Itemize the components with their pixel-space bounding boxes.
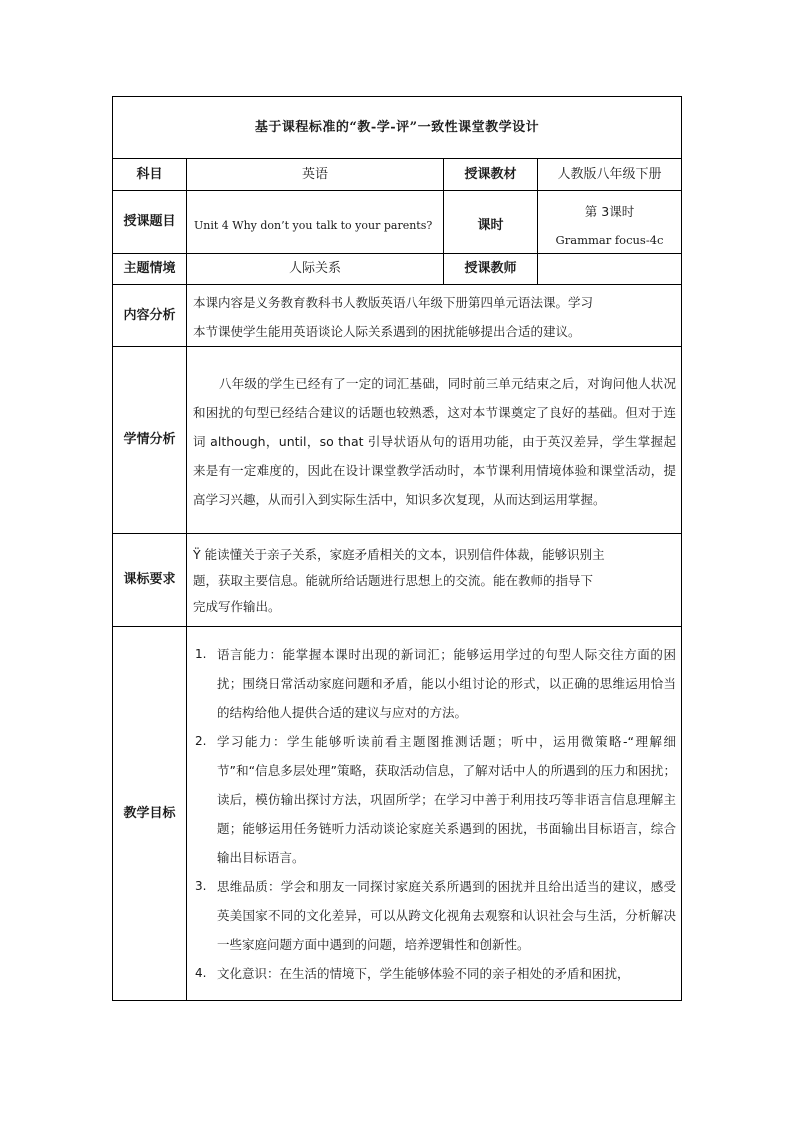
content-analysis-line: 本节课使学生能用英语谈论人际关系遇到的困扰能够提出合适的建议。 <box>193 323 581 339</box>
theme-value: 人际关系 <box>187 254 444 285</box>
content-analysis-line: 本课内容是义务教育教科书人教版英语八年级下册第四单元语法课。学习 <box>193 294 594 310</box>
teacher-label: 授课教师 <box>444 254 538 285</box>
subject-value: 英语 <box>187 159 444 191</box>
content-analysis-label: 内容分析 <box>113 285 187 347</box>
period-value: 第 3课时 <box>584 203 635 219</box>
student-analysis-text: 八年级的学生已经有了一定的词汇基础，同时前三单元结束之后，对询问他人状况和困扰的句型已经结合建议的话题也较熟悉，这对本节课奠定了良好的基础。但对于连词 although，until，so that 引导状语从句的语用功能，由于英汉差异，学生掌握起来是有一定难度的，因此在设计课堂教学活动时，本节课利用情境体验和课堂活动，提高学习兴趣，从而引入到实际生活中，知识多次复现，从而达到运用掌握。 <box>193 376 676 507</box>
standards-label: 课标要求 <box>113 534 187 627</box>
objective-text: 思维品质：学会和朋友一同探讨家庭关系所遇到的困扰并且给出适当的建议，感受英美国家不同的文化差异，可以从跨文化视角去观察和认识社会与生活，分析解决一些家庭问题方面中遇到的问题，培养逻辑性和创新性。 <box>217 878 676 952</box>
content-analysis-cell <box>187 285 682 347</box>
objective-text: 语言能力：能掌握本课时出现的新词汇；能够运用学过的句型人际交往方面的困扰；围绕日常活动家庭问题和矛盾，能以小组讨论的形式，以正确的思维运用恰当的结构给他人提供合适的建议与应对的方法。 <box>217 646 676 720</box>
standards-line: 题，获取主要信息。能就所给话题进行思想上的交流。能在教师的指导下 <box>193 573 594 588</box>
objectives-cell <box>187 627 682 1001</box>
textbook-value: 人教版八年级下册 <box>538 159 682 191</box>
student-analysis-cell <box>187 347 682 534</box>
objectives-list <box>187 640 681 988</box>
subject-label: 科目 <box>113 159 187 191</box>
objective-item <box>187 959 681 988</box>
period-label-cell <box>444 191 538 254</box>
objective-item <box>187 727 681 872</box>
textbook-label: 授课教材 <box>444 159 538 191</box>
period-label: 课时 <box>477 217 504 233</box>
lesson-plan-table <box>112 96 682 1001</box>
objectives-label: 教学目标 <box>113 627 187 1001</box>
objective-number: 2. <box>195 733 207 748</box>
teacher-value <box>538 254 682 285</box>
standards-cell <box>187 534 682 627</box>
objective-item <box>187 872 681 959</box>
objective-number: 1. <box>195 646 207 661</box>
objective-text: 学习能力：学生能够听读前看主题图推测话题；听中，运用微策略-“理解细节”和“信息多层处理”策略，获取活动信息，了解对话中人的所遇到的压力和困扰；读后，模仿输出探讨方法，巩固所学；在学习中善于利用技巧等非语言信息理解主题；能够运用任务链听力活动谈论家庭关系遇到的困扰，书面输出目标语言，综合输出目标语言。 <box>217 733 676 865</box>
objective-number: 4. <box>195 965 207 980</box>
standards-text <box>187 538 681 622</box>
period-section: Grammar focus-4c <box>555 232 664 247</box>
standards-line: 完成写作输出。 <box>193 599 281 614</box>
topic-cell <box>187 191 444 254</box>
topic-label: 授课题目 <box>113 191 187 254</box>
content-analysis-text <box>187 286 681 346</box>
objective-number: 3. <box>195 878 207 893</box>
topic-value: Unit 4 Why don’t you talk to your parents? <box>194 219 433 232</box>
document-title: 基于课程标准的“教-学-评”一致性课堂教学设计 <box>113 97 682 159</box>
theme-label: 主题情境 <box>113 254 187 285</box>
standards-line: Ÿ 能读懂关于亲子关系，家庭矛盾相关的文本，识别信件体裁，能够识别主 <box>193 547 605 562</box>
objective-text: 文化意识：在生活的情境下，学生能够体验不同的亲子相处的矛盾和困扰， <box>217 965 630 981</box>
student-analysis-label: 学情分析 <box>113 347 187 534</box>
period-cell <box>538 191 682 254</box>
objective-item <box>187 640 681 727</box>
